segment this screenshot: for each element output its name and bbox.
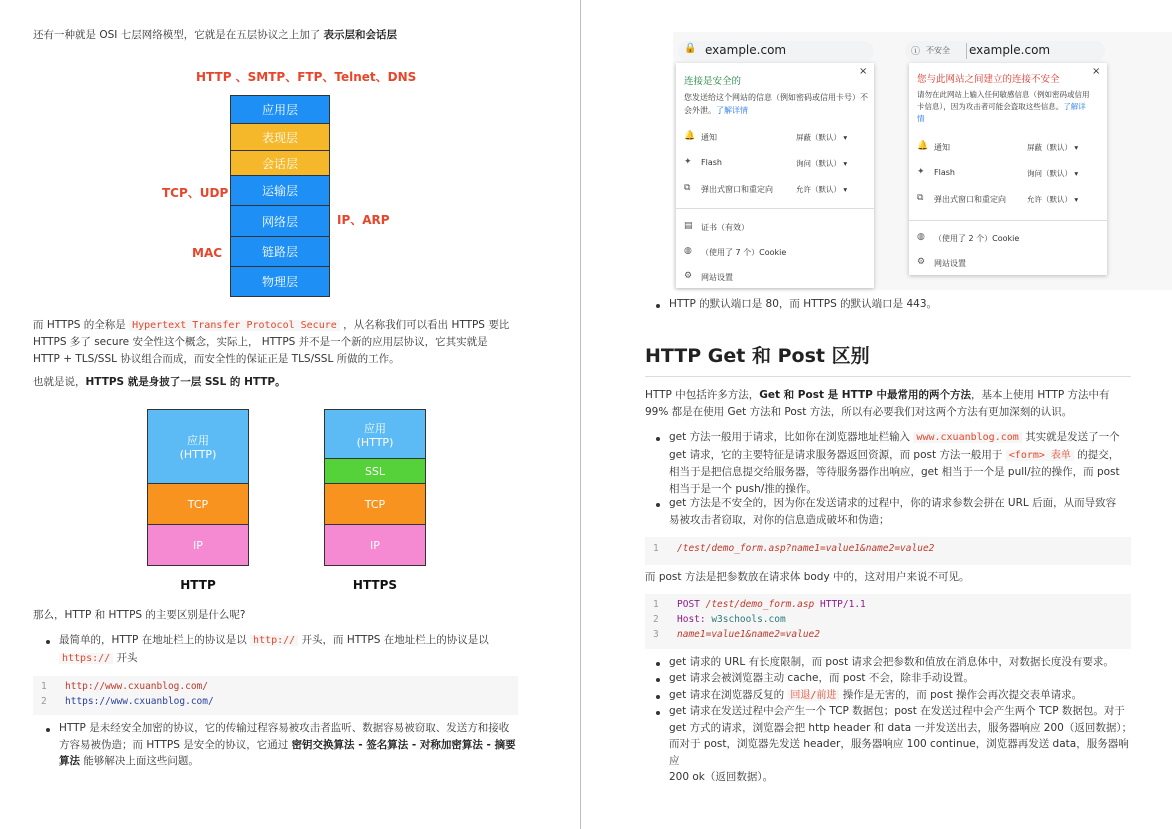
divider (676, 208, 874, 209)
osi-layer-application: 应用层 (230, 95, 330, 124)
site-info-panel-insecure (909, 63, 1107, 275)
secure-title: 连接是安全的 (684, 76, 742, 87)
osi-layer-transport: 运输层 (230, 175, 330, 206)
perm-label: Flash (934, 168, 955, 177)
code-line: 3 name1=value1&name2=value2 (653, 629, 820, 640)
https-stack-caption: HTTPS (352, 578, 398, 592)
cookie-icon: ◍ (684, 246, 692, 256)
certificate-icon: ▤ (684, 221, 693, 231)
insecure-desc: 请勿在此网站上输入任何敏感信息（例如密码或信用 卡信息），因为攻击者可能会盗取这些信息。了解详 情 (917, 90, 1090, 123)
perm-label: 弹出式窗口和重定向 (934, 195, 1006, 204)
osi-layer-datalink: 链路层 (230, 236, 330, 267)
url-text: example.com (705, 43, 787, 57)
osi-layer-session: 会话层 (230, 150, 330, 176)
bell-icon: 🔔 (917, 141, 929, 151)
perm-label: Flash (701, 158, 722, 167)
perm-select[interactable]: 允许（默认） ▾ (796, 185, 848, 194)
port-bullet: HTTP 的默认端口是 80，而 HTTPS 的默认端口是 443。 (669, 298, 937, 310)
https-stack-ssl: SSL (324, 458, 426, 484)
perm-label: 通知 (701, 133, 717, 142)
bell-icon: 🔔 (684, 131, 696, 141)
inline-code-back-forward: 回退/前进 (787, 690, 839, 701)
not-secure-badge: 不安全 (926, 46, 950, 55)
left-page (0, 0, 580, 829)
code-block-urls (33, 676, 518, 715)
cookie-row[interactable]: （使用了 7 个）Cookie (701, 248, 787, 257)
bullet-get-insecure: get 方法是不安全的，因为你在发送请求的过程中，你的请求参数会拼在 URL 后面，从而导致容 易被攻击者窃取，对你的信息造成破坏和伪造； (669, 497, 1117, 526)
bullet-dot (656, 678, 660, 682)
http-stack-tcp: TCP (147, 483, 249, 525)
address-bar-secure[interactable] (678, 41, 874, 61)
question-text: 那么，HTTP 和 HTTPS 的主要区别是什么呢? (33, 609, 246, 621)
osi-mac-label: MAC (192, 246, 223, 260)
bullet-dot (656, 662, 660, 666)
inline-code-url: www.cxuanblog.com (913, 432, 1021, 443)
learn-more-link[interactable]: 了解详 (1063, 102, 1086, 111)
lock-icon: 🔒 (684, 43, 697, 54)
code-line: 1 http://www.cxuanblog.com/ (41, 681, 208, 692)
address-bar-insecure[interactable] (905, 41, 1105, 61)
page-divider (580, 0, 581, 829)
section-heading: HTTP Get 和 Post 区别 (645, 345, 870, 367)
intro-bold: 表示层和会话层 (323, 29, 398, 41)
inline-code-https: https:// (59, 653, 113, 664)
bullet-security: HTTP 是未经安全加密的协议，它的传输过程容易被攻击者监听、数据容易被窃取、发送方和接收 方容易被伪造；而 HTTPS 是安全的协议，它通过 密钥交换算法 - 签名算法 - 对称加密算法 - 摘要 算法 能够解决上面这些问题。 (59, 722, 516, 767)
divider (909, 220, 1107, 221)
code-line: 1 POST /test/demo_form.asp HTTP/1.1 (653, 599, 866, 610)
bullet-back-forward: get 请求在浏览器反复的 回退/前进 操作是无害的，而 post 操作会再次提交表单请求。 (669, 689, 1083, 701)
gear-icon: ⚙ (917, 257, 926, 267)
osi-layer-presentation: 表现层 (230, 123, 330, 151)
certificate-row[interactable]: 证书（有效） (701, 223, 749, 232)
insecure-title: 您与此网站之间建立的连接不安全 (917, 74, 1060, 85)
osi-ip-label: IP、ARP (337, 213, 390, 227)
https-stack-ip: IP (324, 524, 426, 566)
bullet-cache: get 请求会被浏览器主动 cache，而 post 不会，除非手动设置。 (669, 672, 974, 684)
http-stack-ip: IP (147, 524, 249, 566)
osi-top-label: HTTP 、SMTP、FTP、Telnet、DNS (196, 70, 417, 84)
perm-select[interactable]: 询问（默认） ▾ (796, 159, 848, 168)
bullet-dot (46, 728, 50, 732)
puzzle-icon: ✦ (917, 167, 925, 177)
right-page (583, 0, 1172, 829)
close-icon[interactable]: × (1092, 66, 1101, 77)
popup-icon: ⧉ (684, 183, 691, 193)
cookie-row[interactable]: （使用了 2 个）Cookie (934, 234, 1020, 243)
site-settings-row[interactable]: 网站设置 (934, 259, 966, 268)
site-info-panel-secure (676, 63, 874, 288)
info-icon: ⓘ (911, 47, 921, 57)
cookie-icon: ◍ (917, 232, 925, 242)
methods-intro: HTTP 中包括许多方法，Get 和 Post 是 HTTP 中最常用的两个方法，基本上使用 HTTP 方法中有 99% 都是在使用 Get 方法和 Post 方法，所以有必要我们对这两个方法有更加深刻的认识。 (645, 389, 1110, 418)
bullet-dot (46, 640, 50, 644)
bullet-dot (656, 695, 660, 699)
http-stack-caption: HTTP (180, 578, 216, 592)
code-line: 2 https://www.cxuanblog.com/ (41, 696, 214, 707)
learn-more-link[interactable]: 了解详情 (716, 106, 748, 115)
inline-code-form: <form> 表单 (1006, 450, 1074, 461)
https-definition: 而 HTTPS 的全称是 Hypertext Transfer Protocol Secure ，从名称我们可以看出 HTTPS 要比 HTTPS 多了 secure 安全性这个概念，实际上， HTTPS 并不是一个新的应用层协议，它其实就是 HTTP + TLS/SSL 协议组合而成，而安全性的保证正是 TLS/SSL 所做的工作。 (33, 319, 510, 365)
bullet-dot (656, 437, 660, 441)
osi-tcp-label: TCP、UDP (162, 186, 229, 200)
osi-layer-network: 网络层 (230, 205, 330, 237)
perm-select[interactable]: 允许（默认） ▾ (1027, 195, 1079, 204)
secure-desc: 您发送给这个网站的信息（例如密码或信用卡号）不 会外泄。了解详情 (684, 93, 868, 115)
https-stack-tcp: TCP (324, 483, 426, 525)
puzzle-icon: ✦ (684, 157, 692, 167)
popup-icon: ⧉ (917, 193, 924, 203)
http-stack-application: 应用 (HTTP) (147, 409, 249, 484)
inline-code-https-fullname: Hypertext Transfer Protocol Secure (129, 320, 340, 331)
perm-select[interactable]: 询问（默认） ▾ (1027, 169, 1079, 178)
perm-select[interactable]: 屏蔽（默认） ▾ (796, 133, 848, 142)
perm-label: 弹出式窗口和重定向 (701, 185, 773, 194)
url-text: example.com (969, 43, 1051, 57)
bullet-address-protocol: 最简单的，HTTP 在地址栏上的协议是以 http:// 开头，而 HTTPS 在地址栏上的协议是以 https:// 开头 (59, 634, 489, 664)
code-block-post (645, 594, 1131, 649)
code-line: 2 Host: w3schools.com (653, 614, 786, 625)
bullet-dot (656, 711, 660, 715)
bullet-url-length: get 请求的 URL 有长度限制，而 post 请求会把参数和值放在消息体中，对数据长度没有要求。 (669, 656, 1114, 668)
bullet-get-usage: get 方法一般用于请求，比如你在浏览器地址栏输入 www.cxuanblog.com 其实就是发送了一个 get 请求，它的主要特征是请求服务器返回资源，而 post 方法一般用于 <form> 表单 的提交， 相当于是把信息提交给服务器，等待服务器作出响应，get 相当于一个是 pull/拉的操作，而 post 相当于是一个 push/推的操作。 (669, 431, 1120, 495)
site-settings-row[interactable]: 网站设置 (701, 273, 733, 282)
intro-text: 还有一种就是 OSI 七层网络模型，它就是在五层协议之上加了 表示层和会话层 (33, 29, 398, 41)
bullet-dot (656, 503, 660, 507)
osi-layer-physical: 物理层 (230, 266, 330, 297)
gear-icon: ⚙ (684, 271, 693, 281)
https-summary: 也就是说，HTTPS 就是身披了一层 SSL 的 HTTP。 (33, 376, 286, 388)
separator (966, 43, 967, 59)
close-icon[interactable]: × (859, 66, 868, 77)
inline-code-http: http:// (250, 635, 298, 646)
perm-select[interactable]: 屏蔽（默认） ▾ (1027, 143, 1079, 152)
bullet-dot (656, 304, 660, 308)
post-paragraph: 而 post 方法是把参数放在请求体 body 中的，这对用户来说不可见。 (645, 571, 970, 583)
https-stack-application: 应用 (HTTP) (324, 409, 426, 459)
perm-label: 通知 (934, 143, 950, 152)
bullet-tcp-packets: get 请求在发送过程中会产生一个 TCP 数据包；post 在发送过程中会产生两个 TCP 数据包。对于 get 方式的请求，浏览器会把 http header 和 data 一并发送出去，服务器响应 200（返回数据）； 而对于 post，浏览器先发送 header，服务器响应 100 continue，浏览器再发送 data，服务器响应 200 ok（返回数据）。 (669, 705, 1133, 783)
heading-rule (645, 376, 1131, 377)
code-block-get: 1 /test/demo_form.asp?name1=value1&name2=value2 (645, 537, 1131, 565)
